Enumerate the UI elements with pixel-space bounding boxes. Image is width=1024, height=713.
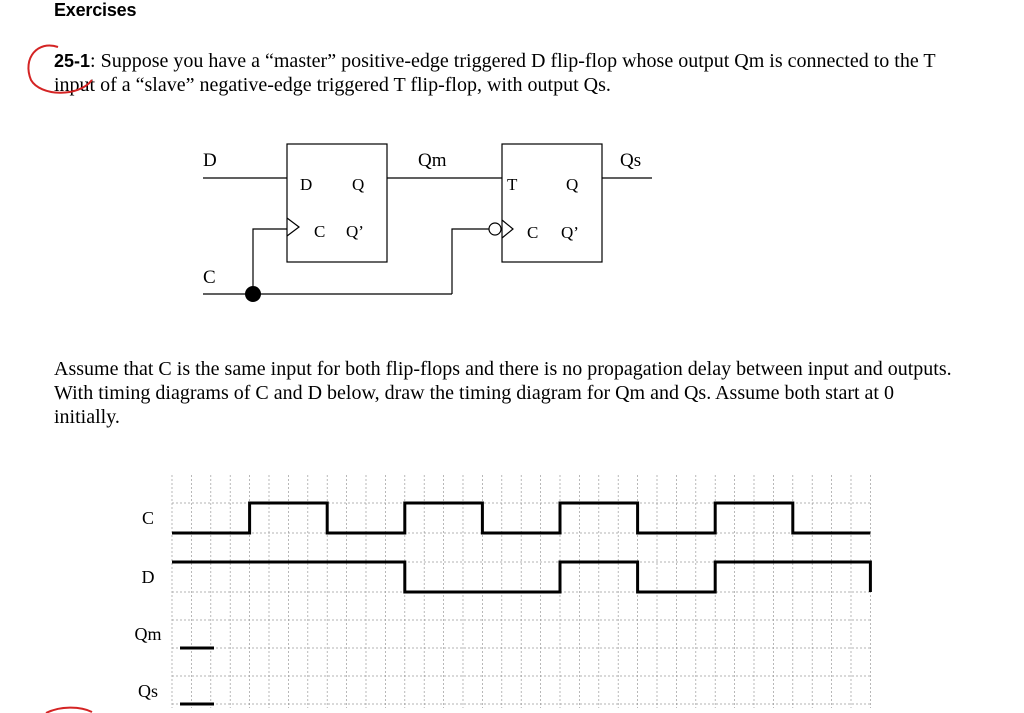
signal-label-c: C [141,508,155,528]
label-qs: Qs [620,150,642,171]
label-qm: Qm [418,150,447,171]
exercises-header: Exercises [54,0,137,20]
slave-pin-t: T [507,175,518,194]
instructions-text: Assume that C is the same input for both flip-flops and there is no propagation delay between input and outputs. With timing diagrams of C and D below, draw the timing diagram for Qm and Qs. Assume both start at 0 initially. [54,358,952,428]
problem-number: 25-1 [54,51,91,71]
slave-pin-q: Q [566,175,579,194]
label-input-d: D [203,150,217,171]
master-pin-c: C [314,222,326,241]
timing-signal-labels [135,508,162,701]
problem-text: : Suppose you have a “master” positive-edge triggered D flip-flop whose output Qm is connected to the T input of a “slave” negative-edge triggered T flip-flop, with output Qs. [54,50,936,96]
master-pin-d: D [300,175,313,194]
master-pin-qn: Q’ [346,222,364,241]
label-input-c: C [203,267,216,288]
signal-label-qs: Qs [137,681,159,701]
slave-pin-c: C [527,223,539,242]
master-pin-q: Q [352,175,365,194]
signal-label-qm: Qm [134,624,162,644]
slave-pin-qn: Q’ [561,223,579,242]
signal-label-d: D [141,567,155,587]
